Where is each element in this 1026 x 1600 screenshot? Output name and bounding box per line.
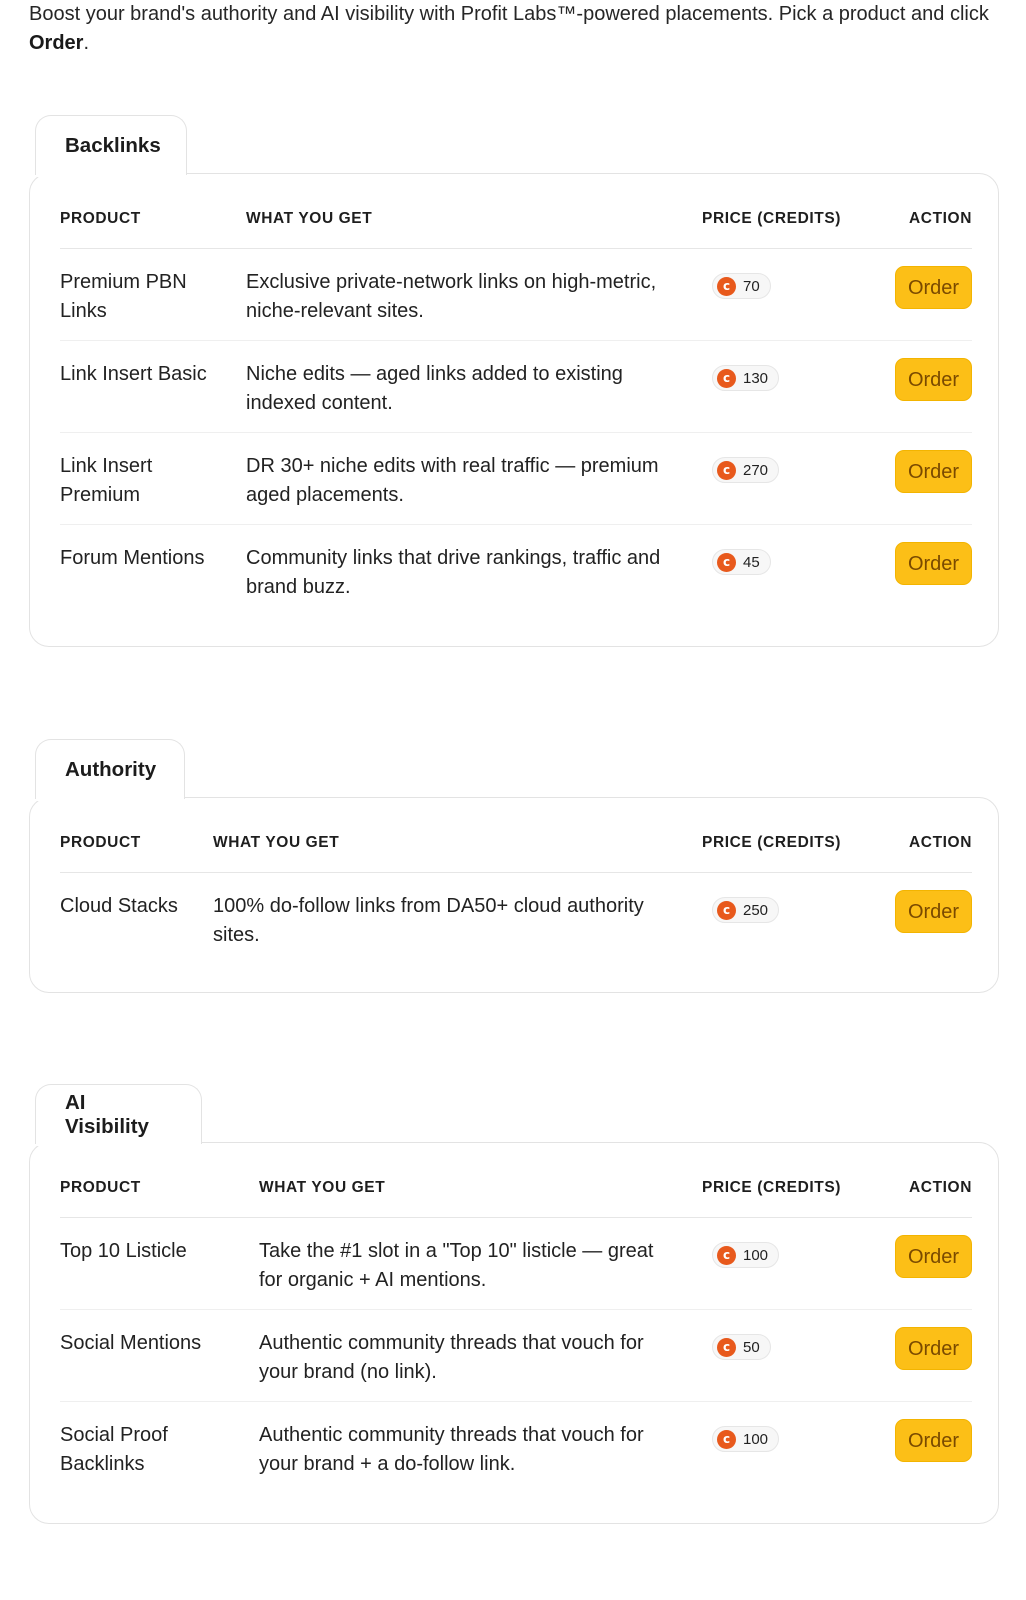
column-header-action: ACTION [878,798,972,872]
price-cell [702,432,878,524]
price-value: 50 [743,1338,760,1356]
order-button[interactable]: Order [895,450,972,493]
credit-coin-icon: c [717,1430,736,1449]
order-button[interactable]: Order [895,542,972,585]
table-header-row [60,798,972,872]
column-header-price: PRICE (CREDITS) [702,798,878,872]
product-name: Forum Mentions [60,546,205,569]
tab-label: Backlinks [65,133,161,157]
price-badge [712,273,771,299]
intro-text-main: Boost your brand's authority and AI visibility with Profit Labs™-powered placements. Pick a product and click [29,3,989,25]
price-badge [712,1426,779,1452]
product-description: Niche edits — aged links added to existing indexed content. [246,340,702,432]
price-badge [712,1242,779,1268]
price-value: 100 [743,1246,769,1264]
price-cell [702,524,878,616]
product-name: Link Insert Premium [60,432,246,524]
price-badge [712,365,779,391]
price-cell [702,248,878,340]
products-table [60,1143,972,1493]
action-cell [878,340,972,432]
table-row [60,1217,972,1309]
product-name: Social Mentions [60,1309,259,1401]
products-panel [29,173,999,647]
tab-backlinks[interactable] [35,115,187,175]
products-panel [29,797,999,993]
price-cell [702,340,878,432]
product-description: DR 30+ niche edits with real traffic — premium aged placements. [246,432,702,524]
column-header-product: PRODUCT [60,1143,259,1217]
table-row [60,1309,972,1401]
price-badge [712,897,779,923]
price-value: 70 [743,277,760,295]
price-cell [702,1401,878,1493]
tab-authority[interactable] [35,739,185,799]
order-button[interactable]: Order [895,1419,972,1462]
action-cell [878,872,972,964]
product-description: Authentic community threads that vouch for your brand (no link). [259,1309,702,1401]
intro-text [29,0,999,58]
products-table [60,174,972,616]
tab-label: Authority [65,757,157,781]
price-badge [712,549,771,575]
column-header-price: PRICE (CREDITS) [702,1143,878,1217]
column-header-what: WHAT YOU GET [259,1143,702,1217]
order-button[interactable]: Order [895,1235,972,1278]
price-cell [702,872,878,964]
table-row [60,248,972,340]
table-header-row [60,1143,972,1217]
price-cell [702,1217,878,1309]
order-button[interactable]: Order [895,890,972,933]
product-name: Top 10 Listicle [60,1217,259,1309]
intro-text-end: . [83,32,90,54]
order-button[interactable]: Order [895,266,972,309]
table-header-row [60,174,972,248]
action-cell [878,1401,972,1493]
credit-coin-icon: c [717,369,736,388]
order-button[interactable]: Order [895,1327,972,1370]
price-value: 270 [743,461,769,479]
column-header-action: ACTION [878,174,972,248]
products-panel [29,1142,999,1524]
products-table [60,798,972,964]
column-header-product: PRODUCT [60,798,213,872]
credit-coin-icon: c [717,1246,736,1265]
table-row [60,340,972,432]
order-button[interactable]: Order [895,358,972,401]
credit-coin-icon: c [717,461,736,480]
section-ai-visibility [29,1084,999,1524]
table-row [60,872,972,964]
credit-coin-icon: c [717,1338,736,1357]
price-value: 45 [743,553,760,571]
column-header-product: PRODUCT [60,174,246,248]
tab-ai-visibility[interactable] [35,1084,202,1144]
table-row [60,524,972,616]
column-header-price: PRICE (CREDITS) [702,174,878,248]
product-name: Link Insert Basic [60,340,246,432]
product-name: Cloud Stacks [60,894,178,917]
product-description: Take the #1 slot in a "Top 10" listicle — great for organic + AI mentions. [259,1217,702,1309]
column-header-action: ACTION [878,1143,972,1217]
action-cell [878,248,972,340]
intro-order-keyword: Order [29,32,84,54]
product-name: Premium PBN Links [60,248,246,340]
table-row [60,1401,972,1493]
product-description: Authentic community threads that vouch for your brand + a do-follow link. [259,1423,644,1475]
product-description: 100% do-follow links from DA50+ cloud authority sites. [213,894,644,946]
action-cell [878,524,972,616]
price-value: 100 [743,1430,769,1448]
price-badge [712,1334,771,1360]
section-backlinks [29,115,999,647]
product-description: Exclusive private-network links on high-metric, niche-relevant sites. [246,248,702,340]
tab-label: AI Visibility [65,1090,149,1138]
price-badge [712,457,779,483]
price-value: 130 [743,369,769,387]
product-description: Community links that drive rankings, traffic and brand buzz. [246,546,661,598]
credit-coin-icon: c [717,553,736,572]
column-header-what: WHAT YOU GET [246,174,702,248]
price-cell [702,1309,878,1401]
section-authority [29,739,999,993]
table-row [60,432,972,524]
product-name: Social Proof Backlinks [60,1423,168,1475]
action-cell [878,1309,972,1401]
credit-coin-icon: c [717,277,736,296]
action-cell [878,432,972,524]
action-cell [878,1217,972,1309]
column-header-what: WHAT YOU GET [213,798,702,872]
price-value: 250 [743,901,769,919]
credit-coin-icon: c [717,901,736,920]
